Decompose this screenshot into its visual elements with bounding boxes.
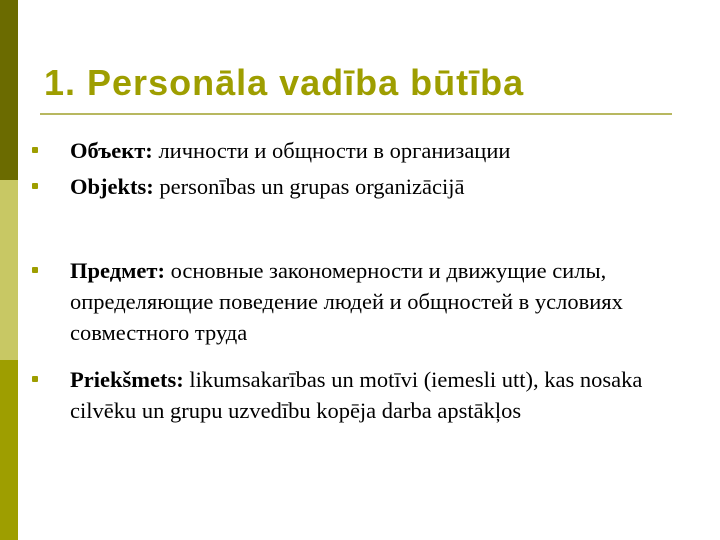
bullet-icon: [32, 147, 38, 153]
bullet-icon: [32, 376, 38, 382]
item-text: likumsakarības un motīvi (iemesli utt), kas nosaka cilvēku un grupu uzvedību kopēja darba apstākļos: [70, 367, 643, 423]
item-text: личности и общности в организации: [152, 138, 511, 163]
item-label: Объект:: [70, 138, 153, 163]
bullet-icon: [32, 267, 38, 273]
bullet-item-object-lv: [70, 171, 680, 202]
item-label: Priekšmets:: [70, 367, 184, 392]
bullet-item-subject-ru: [70, 255, 680, 348]
bullet-item-object-ru: [70, 135, 680, 166]
slide-title: 1. Personāla vadība būtība: [44, 62, 525, 103]
bullet-item-subject-lv: [70, 364, 680, 426]
item-text: основные закономерности и движущие силы, определяющие поведение людей и общностей в условиях совместного труда: [70, 258, 623, 345]
item-label: Предмет:: [70, 258, 165, 283]
item-text: personības un grupas organizācijā: [153, 174, 465, 199]
item-label: Objekts:: [70, 174, 154, 199]
bullet-icon: [32, 183, 38, 189]
